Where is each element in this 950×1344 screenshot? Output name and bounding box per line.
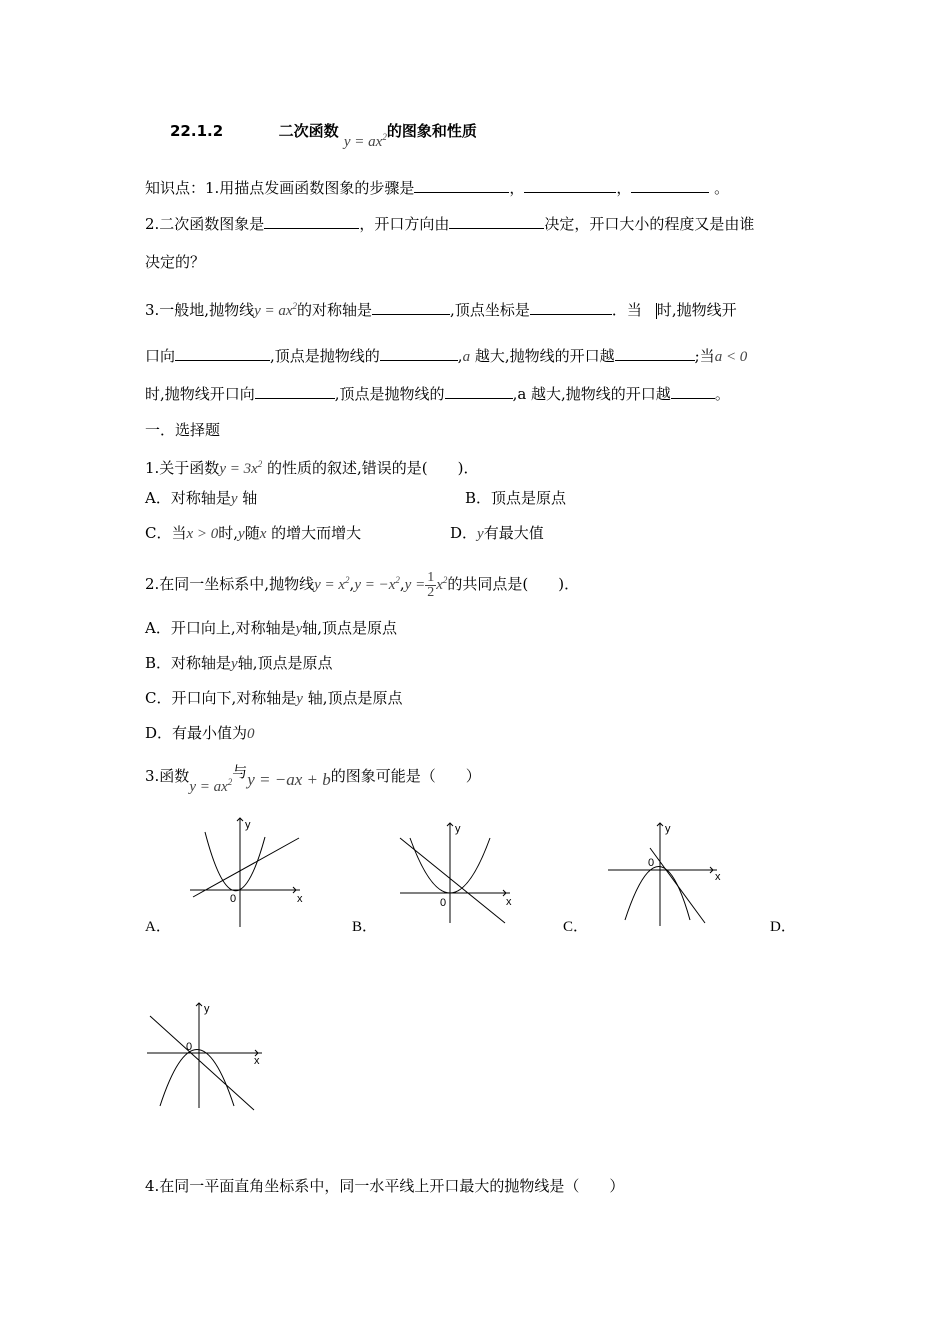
q3-option-c[interactable]: C． [563, 919, 589, 935]
x-label: x [254, 1055, 260, 1067]
x-label: x [715, 871, 721, 883]
graph-c [605, 818, 730, 930]
question-4: 4.在同一平面直角坐标系中，同一水平线上开口最大的抛物线是（ ） [145, 1177, 625, 1195]
q1-option-a[interactable]: A．对称轴是y 轴 [145, 489, 258, 507]
fraction: $\frac{1}{2}$ [427, 569, 435, 600]
blank[interactable] [445, 384, 513, 399]
origin-label: 0 [230, 893, 237, 905]
y-label: y [455, 823, 461, 835]
graph-b [395, 818, 520, 928]
q1-option-b[interactable]: B．顶点是原点 [465, 489, 567, 507]
x-label: x [506, 896, 512, 908]
blank[interactable] [449, 214, 544, 229]
blank[interactable] [671, 384, 715, 399]
knowledge-3-line2: 口向 ,顶点是抛物线的 ,a 越大,抛物线的开口越 ;当a < 0 [145, 347, 748, 365]
blank[interactable] [264, 214, 359, 229]
title-suffix: 的图象和性质 [386, 122, 477, 140]
q2-option-d[interactable]: D．有最小值为0 [145, 724, 255, 742]
q1-option-d[interactable]: D．y有最大值 [450, 524, 544, 542]
section-code: 22.1.2 [170, 122, 224, 140]
question-2: 2.在同一坐标系中,抛物线$y = x^2,y = -x^2,y$ = $\frac{1}{2}$ $x^2$的共同点是( )． [145, 569, 580, 600]
section-heading: 一．选择题 [145, 421, 221, 439]
y-label: y [204, 1003, 210, 1015]
q3-option-d[interactable]: D． [770, 919, 796, 935]
graph-a [185, 812, 310, 930]
title-formula: $y = ax^2$ [343, 132, 387, 150]
knowledge-1: 知识点：1.用描点发画函数图象的步骤是 ， ， 。 [145, 179, 730, 197]
origin-label: 0 [648, 857, 655, 869]
blank[interactable] [530, 300, 612, 315]
q2-option-b[interactable]: B．对称轴是y轴,顶点是原点 [145, 654, 333, 672]
q1-option-c[interactable]: C．当x > 0时,y随x 的增大而增大 [145, 524, 362, 542]
question-1: 1.关于函数$y = 3x^2$ 的性质的叙述,错误的是( )． [145, 459, 479, 477]
knowledge-2: 2.二次函数图象是 ，开口方向由 决定，开口大小的程度又是由谁 [145, 215, 755, 233]
blank[interactable] [615, 346, 695, 361]
q2-option-c[interactable]: C．开口向下,对称轴是y 轴,顶点是原点 [145, 689, 403, 707]
x-label: x [297, 893, 303, 905]
line [150, 1016, 254, 1110]
blank[interactable] [255, 384, 335, 399]
origin-label: 0 [440, 897, 447, 909]
knowledge-3: 3.一般地,抛物线$y = ax^2$的对称轴是 ,顶点坐标是 ．当 时,抛物线开 [145, 301, 737, 319]
q3-option-a[interactable]: A． [145, 919, 171, 935]
title-text: 二次函数 [278, 122, 339, 140]
blank[interactable] [372, 300, 450, 315]
y-label: y [665, 823, 671, 835]
broken-formula-icon [642, 303, 657, 319]
knowledge-2-cont: 决定的？ [145, 253, 206, 271]
origin-label: 0 [186, 1041, 193, 1053]
blank[interactable] [631, 178, 709, 193]
q3-option-b[interactable]: B． [352, 919, 378, 935]
knowledge-3-line3: 时,抛物线开口向 ,顶点是抛物线的 ,a 越大,抛物线的开口越 。 [145, 385, 730, 403]
blank[interactable] [175, 346, 270, 361]
blank[interactable] [524, 178, 616, 193]
line [400, 838, 505, 923]
graph-d [142, 998, 272, 1113]
page-title [170, 120, 477, 150]
blank[interactable] [414, 178, 509, 193]
q2-option-a[interactable]: A．开口向上,对称轴是y轴,顶点是原点 [145, 619, 398, 637]
parabola [625, 867, 690, 921]
y-label: y [245, 819, 251, 831]
line [650, 848, 705, 923]
question-3: 3.函数$y = ax^2$与y = −ax + b的图象可能是（ ） [145, 763, 481, 795]
blank[interactable] [380, 346, 458, 361]
